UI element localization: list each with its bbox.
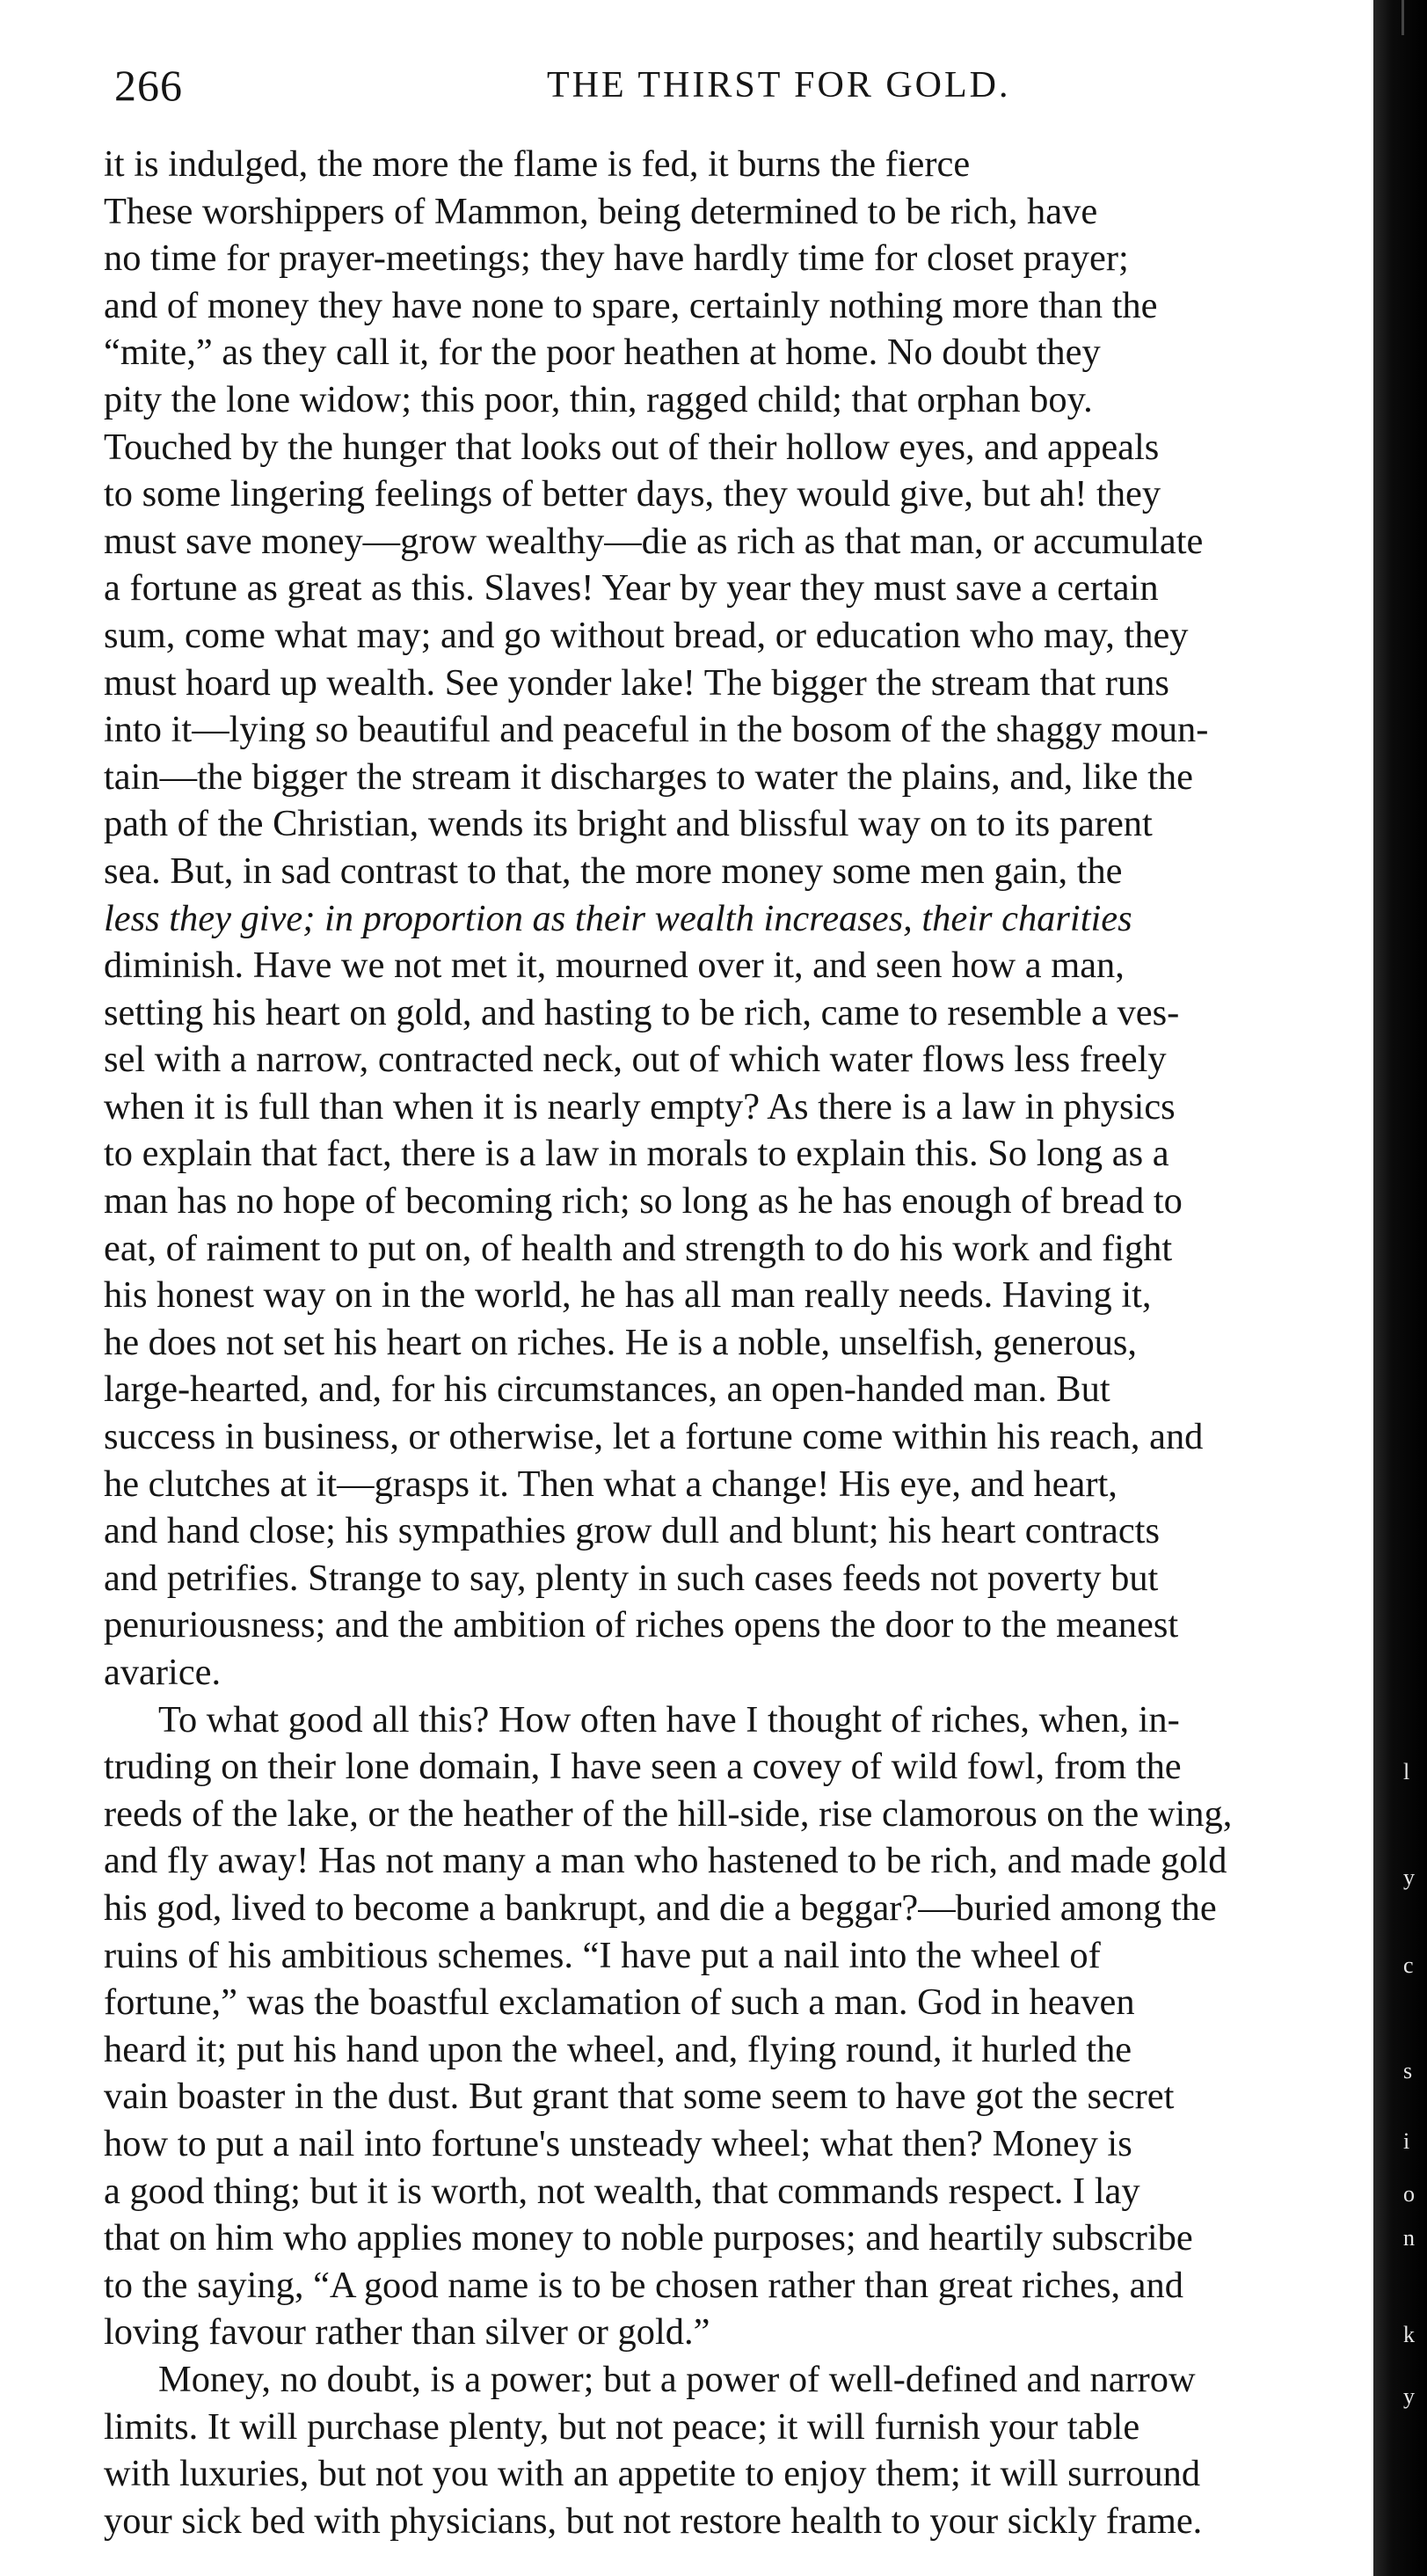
text-line: Money, no doubt, is a power; but a power of well-defined and narrow bbox=[158, 2358, 1196, 2400]
text-line: how to put a nail into fortune's unsteady wheel; what then? Money is bbox=[104, 2122, 1132, 2164]
edge-mark: n bbox=[1403, 2225, 1415, 2251]
text-line: to explain that fact, there is a law in morals to explain this. So long as a bbox=[104, 1133, 1169, 1175]
text-line: truding on their lone domain, I have seen a covey of wild fowl, from the bbox=[104, 1746, 1182, 1788]
text-line: These worshippers of Mammon, being determined to be rich, have bbox=[104, 190, 1098, 232]
text-line: pity the lone widow; this poor, thin, ragged child; that orphan boy. bbox=[104, 378, 1093, 420]
text-line: must save money—grow wealthy—die as rich as that man, or accumulate bbox=[104, 520, 1204, 562]
text-line: setting his heart on gold, and hasting to be rich, came to resemble a ves- bbox=[104, 991, 1180, 1033]
text-line: eat, of raiment to put on, of health and strength to do his work and fight bbox=[104, 1227, 1173, 1269]
edge-mark: o bbox=[1403, 2181, 1415, 2207]
text-line: that on him who applies money to noble purposes; and heartily subscribe bbox=[104, 2217, 1193, 2259]
text-line: and fly away! Has not many a man who hastened to be rich, and made gold bbox=[104, 1840, 1227, 1882]
text-line: path of the Christian, wends its bright and blissful way on to its parent bbox=[104, 803, 1153, 845]
text-line: sum, come what may; and go without bread, or education who may, they bbox=[104, 614, 1189, 656]
edge-mark: c bbox=[1403, 1952, 1414, 1978]
text-line: success in business, or otherwise, let a fortune come within his reach, and bbox=[104, 1416, 1204, 1458]
text-line: and of money they have none to spare, certainly nothing more than the bbox=[104, 284, 1158, 326]
edge-mark: y bbox=[1403, 2383, 1415, 2409]
text-line: loving favour rather than silver or gold.” bbox=[104, 2311, 710, 2353]
text-line: sea. But, in sad contrast to that, the more money some men gain, the bbox=[104, 850, 1123, 892]
text-line: tain—the bigger the stream it discharges to water the plains, and, like the bbox=[104, 755, 1193, 798]
text-line: fortune,” was the boastful exclamation of such a man. God in heaven bbox=[104, 1981, 1135, 2024]
text-line: a good thing; but it is worth, not wealth, that commands respect. I lay bbox=[104, 2170, 1140, 2212]
text-line: he clutches at it—grasps it. Then what a change! His eye, and heart, bbox=[104, 1463, 1118, 1505]
binding-shadow bbox=[1373, 0, 1427, 2576]
edge-mark: y bbox=[1403, 1864, 1415, 1890]
text-line: heard it; put his hand upon the wheel, and, flying round, it hurled the bbox=[104, 2028, 1132, 2070]
text-line: “mite,” as they call it, for the poor heathen at home. No doubt they bbox=[104, 332, 1101, 374]
text-line: ruins of his ambitious schemes. “I have put a nail into the wheel of bbox=[104, 1934, 1101, 1976]
text-line: with luxuries, but not you with an appetite to enjoy them; it will surround bbox=[104, 2453, 1201, 2495]
text-line: to some lingering feelings of better days, they would give, but ah! they bbox=[104, 473, 1161, 515]
text-line: avarice. bbox=[104, 1652, 222, 1693]
edge-mark: l bbox=[1403, 1759, 1410, 1784]
text-line: it is indulged, the more the flame is fed, it burns the fierce bbox=[104, 143, 971, 185]
text-line: vain boaster in the dust. But grant that some seem to have got the secret bbox=[104, 2076, 1175, 2118]
text-line: your sick bed with physicians, but not restore health to your sickly frame. bbox=[104, 2499, 1203, 2542]
text-line: sel with a narrow, contracted neck, out of which water flows less freely bbox=[104, 1039, 1167, 1081]
text-line: diminish. Have we not met it, mourned over it, and seen how a man, bbox=[104, 945, 1125, 987]
text-line: large-hearted, and, for his circumstances, an open-handed man. But bbox=[104, 1368, 1110, 1411]
page-header bbox=[114, 55, 1363, 116]
edge-mark: i bbox=[1403, 2128, 1410, 2154]
text-line: his honest way on in the world, he has all man really needs. Having it, bbox=[104, 1274, 1152, 1317]
edge-mark: s bbox=[1403, 2058, 1413, 2083]
page-number: 266 bbox=[114, 61, 183, 110]
text-line: penuriousness; and the ambition of riches opens the door to the meanest bbox=[104, 1604, 1179, 1646]
text-line: man has no hope of becoming rich; so long as he has enough of bread to bbox=[104, 1180, 1183, 1222]
text-line: To what good all this? How often have I thought of riches, when, in- bbox=[158, 1698, 1180, 1740]
text-line: less they give; in proportion as their wealth increases, their charities bbox=[104, 897, 1132, 939]
body-text bbox=[104, 141, 1427, 2544]
text-line: Touched by the hunger that looks out of their hollow eyes, and appeals bbox=[104, 426, 1160, 468]
text-line: to the saying, “A good name is to be chosen rather than great riches, and bbox=[104, 2264, 1183, 2306]
text-line: and petrifies. Strange to say, plenty in such cases feeds not poverty but bbox=[104, 1557, 1159, 1599]
edge-mark: k bbox=[1403, 2322, 1415, 2347]
text-line: a fortune as great as this. Slaves! Year by year they must save a certain bbox=[104, 567, 1159, 609]
text-line: he does not set his heart on riches. He is a noble, unselfish, generous, bbox=[104, 1321, 1138, 1363]
text-line: no time for prayer-meetings; they have hardly time for closet prayer; bbox=[104, 237, 1129, 280]
text-line: into it—lying so beautiful and peaceful in the bosom of the shaggy moun- bbox=[104, 709, 1209, 751]
text-line: his god, lived to become a bankrupt, and die a beggar?—buried among the bbox=[104, 1886, 1217, 1929]
text-line: and hand close; his sympathies grow dull and blunt; his heart contracts bbox=[104, 1510, 1160, 1552]
binding-edge-mark bbox=[1402, 0, 1404, 35]
text-line: reeds of the lake, or the heather of the hill-side, rise clamorous on the wing, bbox=[104, 1792, 1233, 1835]
text-line: limits. It will purchase plenty, but not peace; it will furnish your table bbox=[104, 2405, 1140, 2448]
text-line: when it is full than when it is nearly empty? As there is a law in physics bbox=[104, 1085, 1176, 1127]
text-line: must hoard up wealth. See yonder lake! The bigger the stream that runs bbox=[104, 661, 1169, 704]
running-title: THE THIRST FOR GOLD. bbox=[547, 65, 1011, 106]
